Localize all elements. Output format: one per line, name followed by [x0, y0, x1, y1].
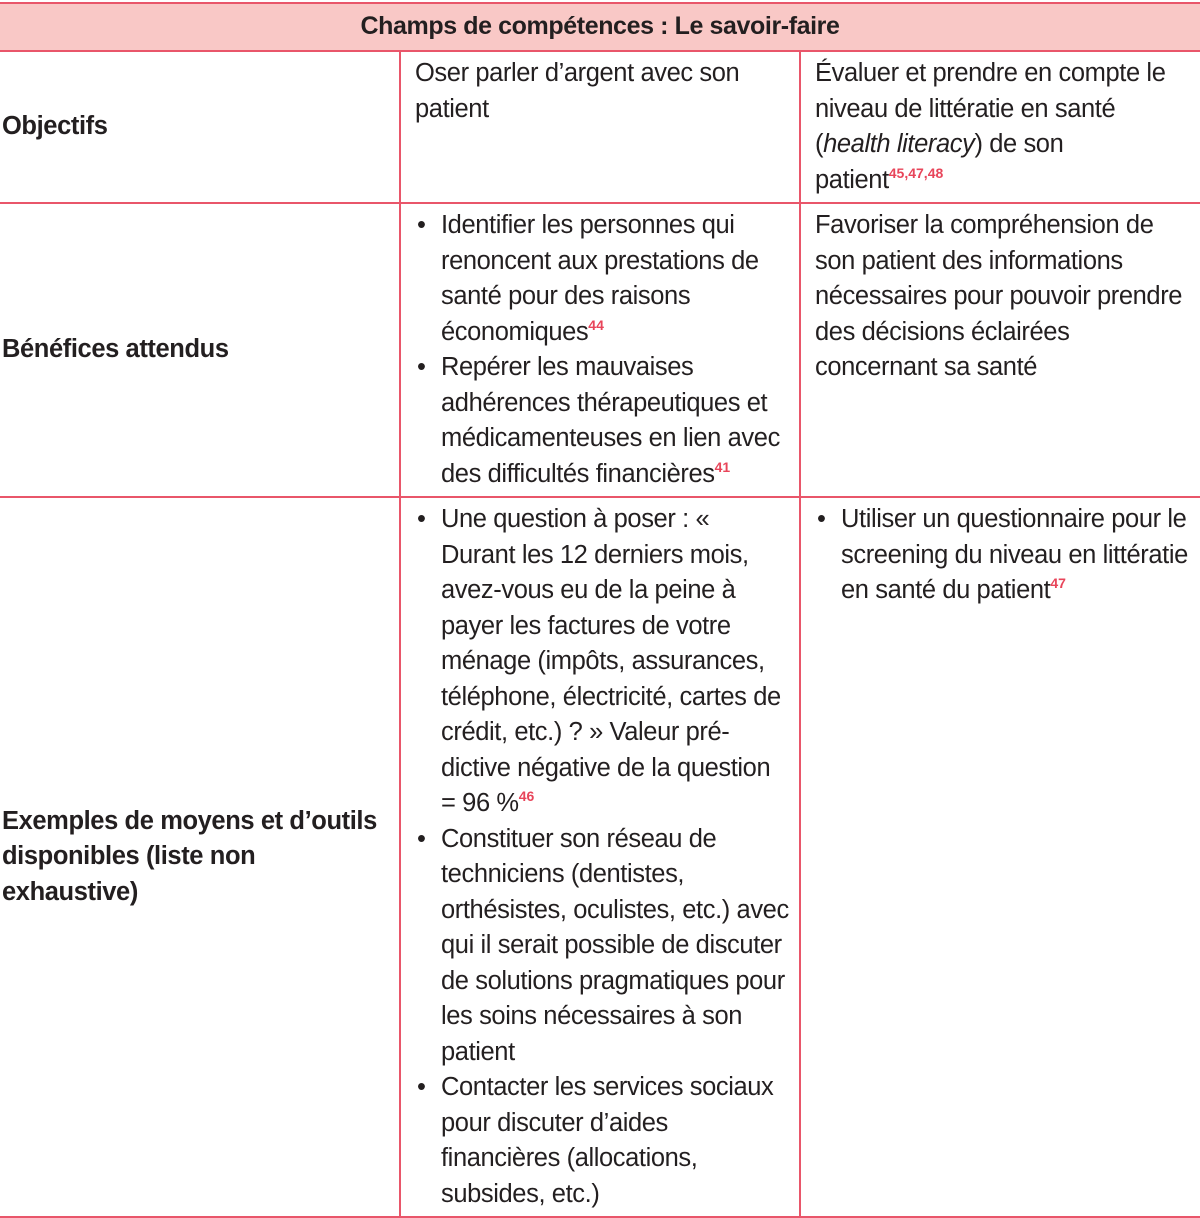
cell-text: Favoriser la compréhension de son patient des informations nécessaires pour pouvoir prendre des décisions éclairées concernant sa santé: [815, 211, 1183, 381]
cell: [800, 51, 1200, 203]
item-text: Identifier les personnes qui renoncent aux prestations de santé pour des raisons économiques: [441, 211, 759, 346]
list-item: [415, 502, 789, 822]
table-row-exemples: [0, 497, 1200, 1217]
competences-table: [0, 2, 1200, 1218]
reference: 44: [588, 316, 604, 333]
list-item: [415, 1070, 789, 1212]
table-row-benefices: [0, 203, 1200, 497]
reference: 46: [518, 788, 535, 804]
reference: 41: [714, 458, 731, 475]
cell: [400, 203, 800, 497]
cell-text: Oser parler d’argent avec son patient: [415, 59, 740, 123]
cell: [800, 203, 1200, 497]
item-text: Utiliser un questionnaire pour le screening du niveau en littératie en santé du patient: [841, 505, 1188, 604]
cell: [400, 51, 800, 203]
table-title: Champs de compétences : Le savoir-faire: [0, 3, 1200, 51]
list-item: [415, 822, 789, 1071]
item-text: Repérer les mauvaises adhérences thérapeutiques et médicamenteuses en lien avec des difficultés financières: [441, 353, 780, 488]
row-label: Bénéfices attendus: [0, 203, 400, 497]
cell: [400, 497, 800, 1217]
table-row-objectifs: [0, 51, 1200, 203]
list-item: [815, 502, 1190, 609]
row-label: Objectifs: [0, 51, 400, 203]
item-text: Constituer son réseau de techniciens (dentistes, orthésistes, oculistes, etc.) avec qui il serait possible de discuter de solutions pragmatiques pour les soins nécessaires à son patient: [441, 824, 789, 1066]
list-item: [415, 208, 789, 350]
reference: 47: [1050, 575, 1066, 591]
list-item: [415, 350, 789, 492]
row-label: Exemples de moyens et d’outils disponibles (liste non exhaustive): [0, 497, 400, 1217]
cell-text: Évaluer et prendre en compte le niveau de littératie en santé (: [815, 59, 1166, 158]
cell-text: ) de son patient: [815, 130, 1064, 194]
reference: 45,47,48: [888, 164, 944, 181]
item-text: Une question à poser : « Durant les 12 derniers mois, avez-vous eu de la peine à payer les factures de votre ménage (impôts, assurances, téléphone, électricité, cartes de crédit, etc.) ? » Valeur prédictive négative de la question = 96 %: [441, 505, 781, 817]
cell-italic-text: health literacy: [823, 130, 975, 158]
item-text: Contacter les services sociaux pour discuter d’aides financières (allocations, subsides, etc.): [441, 1073, 774, 1208]
cell: [800, 497, 1200, 1217]
